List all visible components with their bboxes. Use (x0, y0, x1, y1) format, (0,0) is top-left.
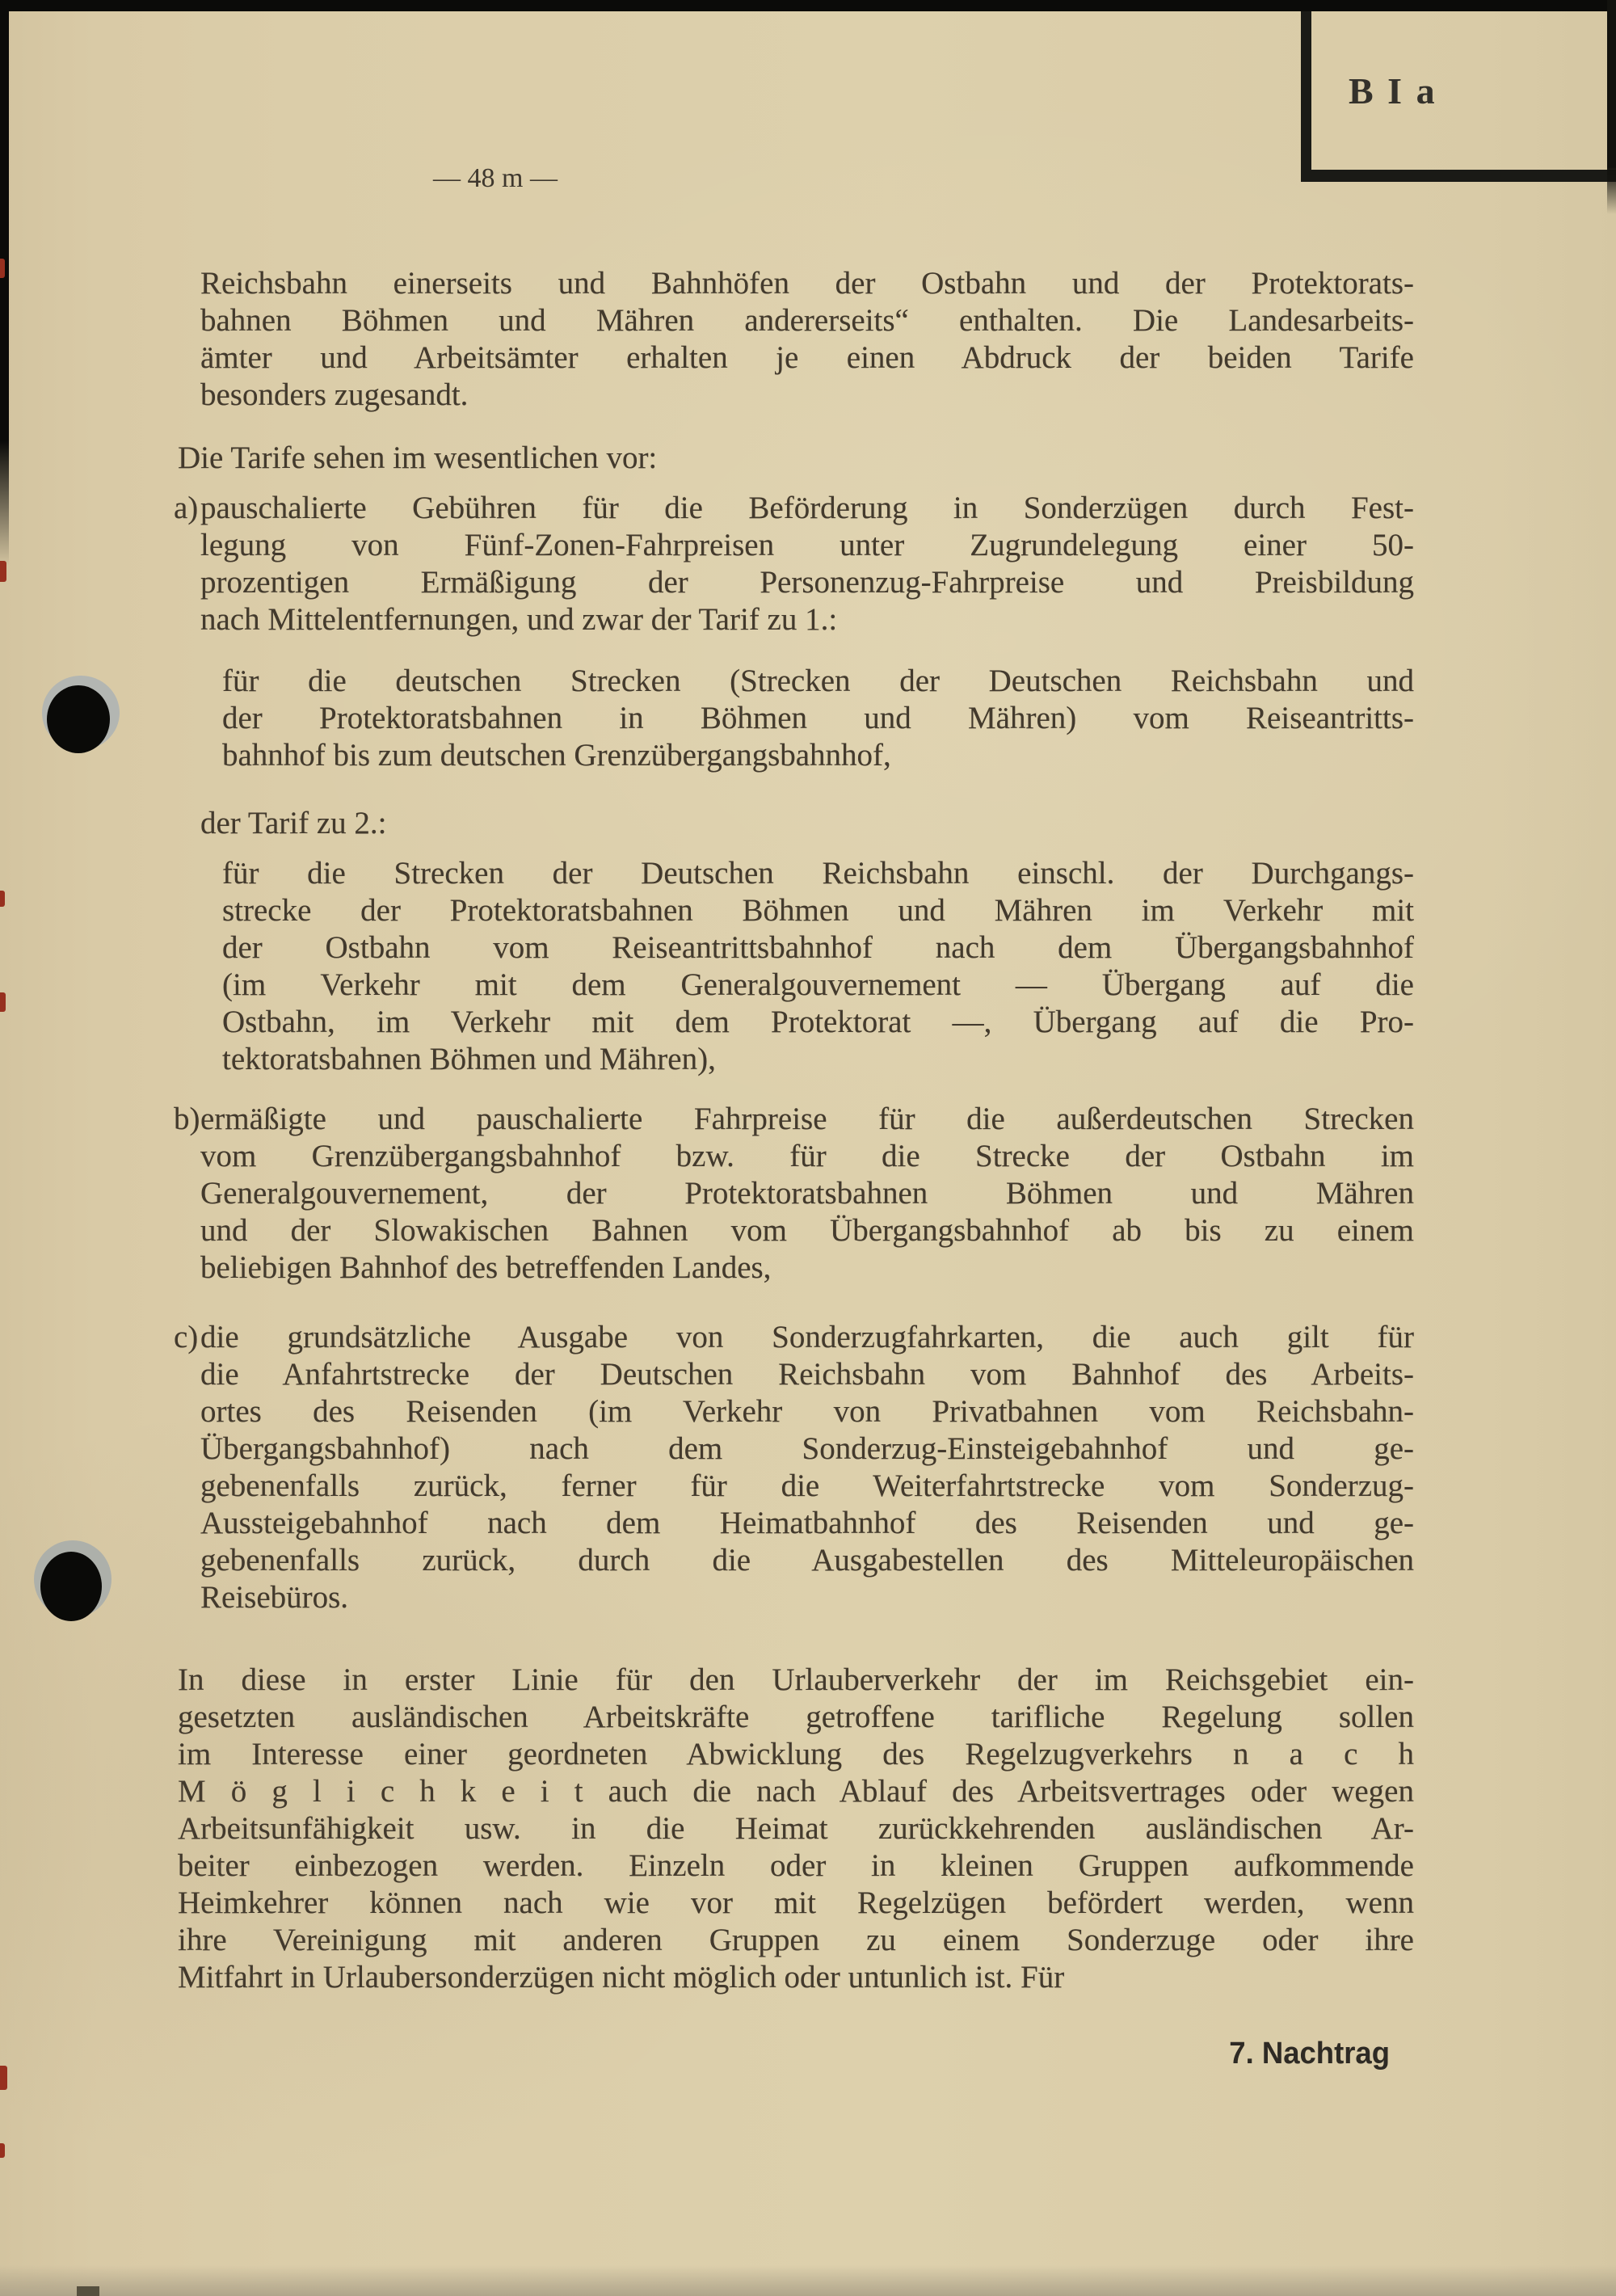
text-line: der Tarif zu 2.: (200, 806, 387, 840)
text-line: der Ostbahn vom Reiseantrittsbahnhof nach dem Übergangsbahnhof (222, 930, 1414, 965)
block-tarif-2-label (200, 805, 1414, 842)
list-marker: a) (174, 491, 199, 525)
supplement-label: 7. Nachtrag (1229, 2037, 1390, 2071)
classification-label: B I a (1349, 70, 1437, 112)
text-line: ämter und Arbeitsämter erhalten je einen Abdruck der beiden Tarife (200, 340, 1414, 375)
block-para-continued (200, 265, 1414, 414)
text-line: Arbeitsunfähigkeit usw. in die Heimat zurückkehrenden ausländischen Ar- (178, 1811, 1414, 1846)
scan-artifact-red (0, 992, 6, 1012)
block-para-closing (178, 1662, 1414, 1996)
classification-box (1301, 0, 1616, 182)
text-line: nach Mittelentfernungen, und zwar der Tarif zu 1.: (200, 602, 838, 637)
text-line: prozentigen Ermäßigung der Personenzug-Fahrpreise und Preisbildung (200, 565, 1414, 600)
text-line: gebenenfalls zurück, ferner für die Weiterfahrtstrecke vom Sonderzug- (200, 1468, 1414, 1503)
list-marker: c) (174, 1320, 199, 1354)
block-tarif-2-scope (222, 855, 1414, 1078)
text-line: die grundsätzliche Ausgabe von Sonderzugfahrkarten, die auch gilt für (200, 1320, 1414, 1354)
text-line: bahnen Böhmen und Mähren andererseits“ enthalten. Die Landesarbeits- (200, 303, 1414, 338)
text-line: In diese in erster Linie für den Urlauberverkehr der im Reichsgebiet ein- (178, 1662, 1414, 1697)
scan-edge-bottom (0, 2265, 1616, 2296)
scan-artifact-red (0, 561, 6, 582)
text-line: beiter einbezogen werden. Einzeln oder in kleinen Gruppen aufkommende (178, 1848, 1414, 1883)
block-item-b (174, 1101, 1414, 1287)
text-line: bahnhof bis zum deutschen Grenzübergangsbahnhof, (222, 738, 891, 773)
text-line: gesetzten ausländischen Arbeitskräfte getroffene tarifliche Regelung sollen (178, 1700, 1414, 1734)
text-line: für die Strecken der Deutschen Reichsbahn einschl. der Durchgangs- (222, 856, 1414, 891)
text-line: Mitfahrt in Urlaubersonderzügen nicht möglich oder untunlich ist. Für (178, 1960, 1065, 1995)
text-line: tektoratsbahnen Böhmen und Mähren), (222, 1042, 716, 1076)
document-body (174, 265, 1414, 1996)
block-item-c (174, 1319, 1414, 1616)
block-tarife-intro (178, 440, 1414, 477)
block-item-a (174, 490, 1414, 638)
text-line: die Anfahrtstrecke der Deutschen Reichsbahn vom Bahnhof des Arbeits- (200, 1357, 1414, 1392)
text-line: Reisebüros. (200, 1580, 349, 1615)
page-number: — 48 m — (433, 163, 558, 193)
punch-hole-bottom (40, 1552, 102, 1621)
text-line: Die Tarife sehen im wesentlichen vor: (178, 440, 658, 475)
text-line: Übergangsbahnhof) nach dem Sonderzug-Einsteigebahnhof und ge- (200, 1431, 1414, 1466)
text-line: vom Grenzübergangsbahnhof bzw. für die Strecke der Ostbahn im (200, 1139, 1414, 1173)
text-line: der Protektoratsbahnen in Böhmen und Mähren) vom Reiseantritts- (222, 701, 1414, 735)
text-line: beliebigen Bahnhof des betreffenden Landes, (200, 1250, 772, 1285)
text-line: und der Slowakischen Bahnen vom Übergangsbahnhof ab bis zu einem (200, 1213, 1414, 1248)
text-line: (im Verkehr mit dem Generalgouvernement — Übergang auf die (222, 967, 1414, 1002)
text-line: Aussteigebahnhof nach dem Heimatbahnhof des Reisenden und ge- (200, 1506, 1414, 1540)
text-line: legung von Fünf-Zonen-Fahrpreisen unter Zugrundelegung einer 50- (200, 528, 1414, 562)
text-line: Heimkehrer können nach wie vor mit Regelzügen befördert werden, wenn (178, 1885, 1414, 1920)
text-line: ihre Vereinigung mit anderen Gruppen zu einem Sonderzuge oder ihre (178, 1923, 1414, 1957)
text-line: Reichsbahn einerseits und Bahnhöfen der Ostbahn und der Protektorats- (200, 266, 1414, 301)
punch-hole-top (47, 685, 110, 753)
list-marker: b) (174, 1102, 200, 1136)
text-line: im Interesse einer geordneten Abwicklung des Regelzugverkehrs n a c h (178, 1737, 1414, 1772)
text-line: strecke der Protektoratsbahnen Böhmen und Mähren im Verkehr mit (222, 893, 1414, 928)
text-line: Ostbahn, im Verkehr mit dem Protektorat —, Übergang auf die Pro- (222, 1005, 1414, 1039)
scan-edge-right (1607, 0, 1616, 214)
text-line: besonders zugesandt. (200, 377, 469, 412)
text-line: gebenenfalls zurück, durch die Ausgabestellen des Mitteleuropäischen (200, 1543, 1414, 1578)
scan-edge-left (0, 0, 9, 566)
scan-artifact-red (0, 259, 5, 278)
scan-notch-bottom (77, 2286, 99, 2296)
scan-artifact-red (0, 2143, 5, 2158)
text-line: ermäßigte und pauschalierte Fahrpreise für die außerdeutschen Strecken (200, 1102, 1414, 1136)
text-line: M ö g l i c h k e i t auch die nach Ablauf des Arbeitsvertrages oder wegen (178, 1774, 1414, 1809)
block-tarif-1-scope (222, 663, 1414, 774)
text-line: ortes des Reisenden (im Verkehr von Privatbahnen vom Reichsbahn- (200, 1394, 1414, 1429)
scan-artifact-red (0, 891, 5, 907)
scan-artifact-red (0, 2066, 7, 2090)
text-line: pauschalierte Gebühren für die Beförderung in Sonderzügen durch Fest- (200, 491, 1414, 525)
text-line: Generalgouvernement, der Protektoratsbahnen Böhmen und Mähren (200, 1176, 1414, 1211)
text-line: für die deutschen Strecken (Strecken der Deutschen Reichsbahn und (222, 664, 1414, 698)
scan-edge-top (0, 0, 1616, 11)
